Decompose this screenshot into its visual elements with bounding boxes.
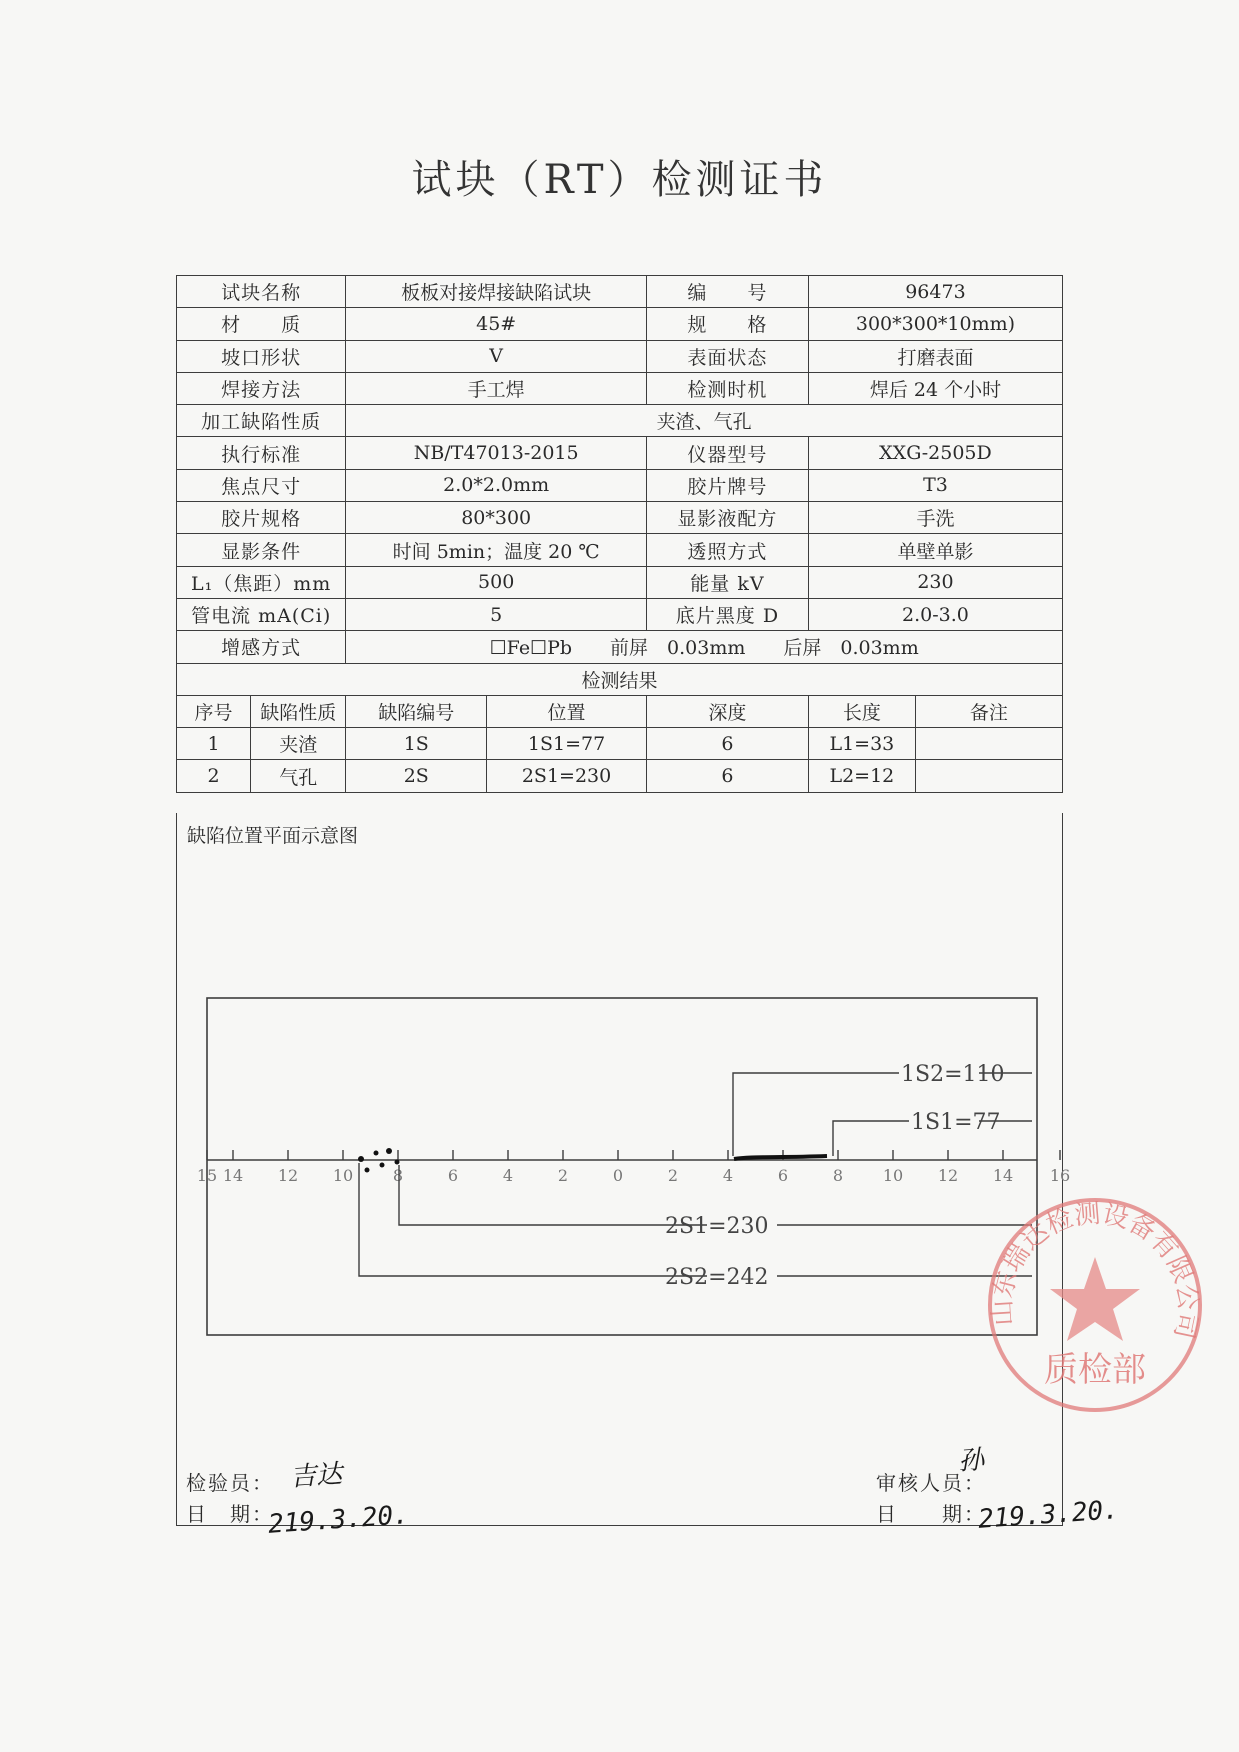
axis-tick-label: 4 [722, 1166, 734, 1185]
field-label: 管电流 mA(Ci) [177, 598, 346, 630]
seal-text: 质检部 [1044, 1350, 1146, 1390]
defect-nature-value: 夹渣、气孔 [346, 405, 1063, 437]
axis-tick-label: 10 [332, 1166, 354, 1185]
field-label: 底片黑度 D [646, 598, 808, 630]
results-cell: 2S1=230 [487, 760, 647, 792]
callout-1s2: 1S2=110 [901, 1062, 1005, 1087]
reviewer-label: 审核人员： [876, 1471, 986, 1495]
field-value: 230 [808, 566, 1062, 598]
defect-nature-label: 加工缺陷性质 [177, 405, 346, 437]
field-value: NB/T47013-2015 [346, 437, 647, 469]
axis-tick-label: 12 [937, 1166, 959, 1185]
inspector-label: 检验员： [186, 1471, 274, 1495]
leader-1s2 [733, 1073, 899, 1156]
results-header-cell: 位置 [487, 695, 647, 727]
field-label: 坡口形状 [177, 340, 346, 372]
field-label: 材 质 [177, 308, 346, 340]
field-value: 打磨表面 [808, 340, 1062, 372]
leader-2s2 [359, 1163, 707, 1276]
callout-2s1: 2S1=230 [665, 1214, 769, 1239]
field-label: 透照方式 [646, 534, 808, 566]
field-label: 执行标准 [177, 437, 346, 469]
field-label: 胶片牌号 [646, 469, 808, 501]
results-header-cell: 缺陷性质 [251, 695, 346, 727]
leader-2s1 [399, 1165, 707, 1225]
axis-tick-label: 6 [777, 1166, 789, 1185]
field-value: 手工焊 [346, 372, 647, 404]
results-header-cell: 缺陷编号 [346, 695, 487, 727]
axis-tick-label: 4 [502, 1166, 514, 1185]
axis-tick-label: 14 [992, 1166, 1014, 1185]
results-cell: 气孔 [251, 760, 346, 792]
table-row [177, 566, 1063, 598]
results-header-cell: 长度 [808, 695, 915, 727]
results-cell: 1S1=77 [487, 728, 647, 760]
intensify-label: 增感方式 [177, 631, 346, 663]
field-value: 80*300 [346, 502, 647, 534]
results-cell: 夹渣 [251, 728, 346, 760]
table-row [177, 598, 1063, 630]
reviewer-date-label: 日 期： [876, 1502, 986, 1526]
results-cell [915, 760, 1062, 792]
field-value: 2.0*2.0mm [346, 469, 647, 501]
table-row [177, 534, 1063, 566]
axis-tick-label: 0 [612, 1166, 624, 1185]
company-seal [975, 1185, 1215, 1425]
intensify-value: ☐Fe☐Pb 前屏 0.03mm 后屏 0.03mm [346, 631, 1063, 663]
field-value: V [346, 340, 647, 372]
field-label: 规 格 [646, 308, 808, 340]
field-label: 试块名称 [177, 276, 346, 308]
field-value: 时间 5min；温度 20 ℃ [346, 534, 647, 566]
axis-tick-label: 2 [667, 1166, 679, 1185]
axis-ticks [197, 1150, 1070, 1185]
certificate-table [176, 275, 1063, 793]
results-cell: L1=33 [808, 728, 915, 760]
table-row [177, 663, 1063, 695]
diagram-label: 缺陷位置平面示意图 [187, 825, 359, 847]
results-header-cell: 备注 [915, 695, 1062, 727]
table-row [177, 631, 1063, 663]
field-label: 焊接方法 [177, 372, 346, 404]
axis-tick-label: 12 [277, 1166, 299, 1185]
callout-1s1: 1S1=77 [911, 1110, 1001, 1135]
field-value: 2.0-3.0 [808, 598, 1062, 630]
axis-tick-label: 15 [196, 1166, 218, 1185]
field-value: 96473 [808, 276, 1062, 308]
field-label: 仪器型号 [646, 437, 808, 469]
svg-text:山东瑞达检测设备有限公司: 山东瑞达检测设备有限公司 [987, 1199, 1203, 1342]
field-value: 单壁单影 [808, 534, 1062, 566]
reviewer-date: 219.3.20. [977, 1495, 1120, 1535]
field-label: 表面状态 [646, 340, 808, 372]
field-value: 5 [346, 598, 647, 630]
field-value: 45# [346, 308, 647, 340]
field-value: 手洗 [808, 502, 1062, 534]
results-cell [915, 728, 1062, 760]
field-label: 显影液配方 [646, 502, 808, 534]
table-row [177, 372, 1063, 404]
slag-defect-mark [734, 1156, 827, 1159]
reviewer-signature: 孙 [957, 1445, 986, 1477]
field-label: 显影条件 [177, 534, 346, 566]
field-value: T3 [808, 469, 1062, 501]
table-row [177, 469, 1063, 501]
table-row [177, 340, 1063, 372]
table-row [177, 276, 1063, 308]
field-value: 500 [346, 566, 647, 598]
field-value: 焊后 24 个小时 [808, 372, 1062, 404]
results-header-cell: 深度 [646, 695, 808, 727]
results-cell: L2=12 [808, 760, 915, 792]
table-row [177, 437, 1063, 469]
table-row [177, 405, 1063, 437]
table-row [177, 695, 1063, 727]
table-row [177, 308, 1063, 340]
axis-tick-label: 16 [1049, 1166, 1071, 1185]
axis-tick-label: 14 [222, 1166, 244, 1185]
axis-tick-label: 8 [832, 1166, 844, 1185]
results-cell: 2 [177, 760, 251, 792]
callout-2s2: 2S2=242 [665, 1265, 769, 1290]
inspector-date: 219.3.20. [267, 1500, 410, 1540]
results-cell: 1S [346, 728, 487, 760]
field-label: 检测时机 [646, 372, 808, 404]
axis-tick-label: 10 [882, 1166, 904, 1185]
axis-tick-label: 6 [447, 1166, 459, 1185]
leader-1s1 [833, 1121, 909, 1156]
field-value: 300*300*10mm) [808, 308, 1062, 340]
field-value: 板板对接焊接缺陷试块 [346, 276, 647, 308]
field-label: L₁（焦距）mm [177, 566, 346, 598]
inspector-signature: 吉达 [289, 1459, 344, 1493]
results-heading: 检测结果 [177, 663, 1063, 695]
axis-tick-label: 8 [392, 1166, 404, 1185]
results-cell: 2S [346, 760, 487, 792]
field-value: XXG-2505D [808, 437, 1062, 469]
table-row [177, 728, 1063, 760]
axis-tick-label: 2 [557, 1166, 569, 1185]
results-header-cell: 序号 [177, 695, 251, 727]
field-label: 胶片规格 [177, 502, 346, 534]
field-label: 编 号 [646, 276, 808, 308]
field-label: 能量 kV [646, 566, 808, 598]
field-label: 焦点尺寸 [177, 469, 346, 501]
results-cell: 6 [646, 760, 808, 792]
inspector-date-label: 日 期： [186, 1502, 274, 1526]
table-row [177, 760, 1063, 792]
star-icon [1050, 1257, 1140, 1341]
certificate-title: 试块（RT）检测证书 [411, 157, 828, 203]
table-row [177, 502, 1063, 534]
results-cell: 6 [646, 728, 808, 760]
results-cell: 1 [177, 728, 251, 760]
